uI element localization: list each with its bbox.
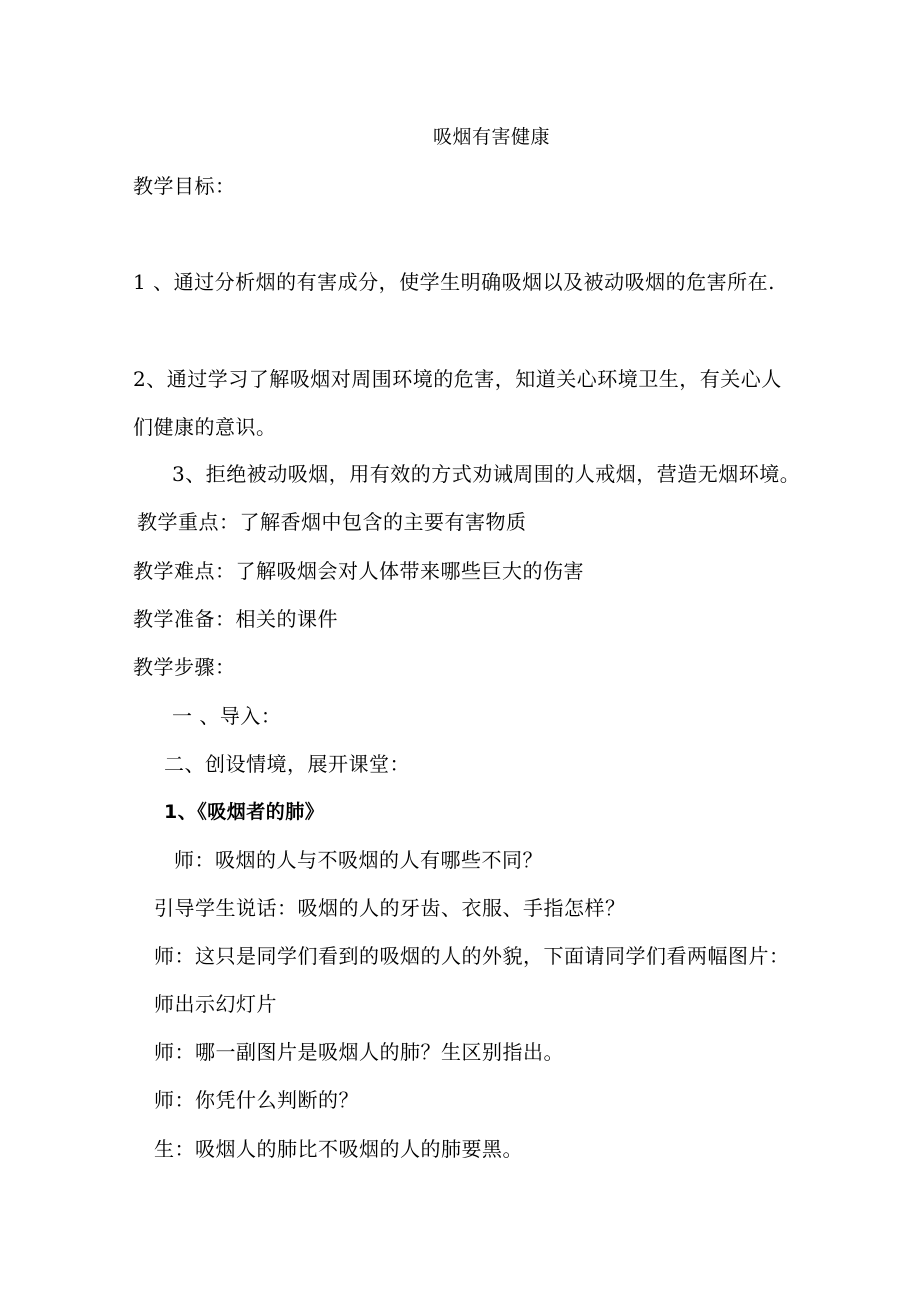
steps-heading: 教学步骤： <box>133 655 236 679</box>
objective-item-3: 3、拒绝被动吸烟，用有效的方式劝诫周围的人戒烟，营造无烟环境。 <box>172 462 801 486</box>
dialogue-line-2: 引导学生说话：吸烟的人的牙齿、衣服、手指怎样？ <box>154 896 626 920</box>
preparation: 教学准备：相关的课件 <box>133 607 338 631</box>
step-two: 二、创设情境，展开课堂： <box>164 752 410 776</box>
dialogue-line-3: 师：这只是同学们看到的吸烟的人的外貌，下面请同学们看两幅图片： <box>154 944 790 968</box>
key-point: 教学重点：了解香烟中包含的主要有害物质 <box>137 510 527 534</box>
dialogue-line-5: 师：哪一副图片是吸烟人的肺？生区别指出。 <box>154 1040 564 1064</box>
dialogue-line-4: 师出示幻灯片 <box>154 992 277 1016</box>
dialogue-line-1: 师：吸烟的人与不吸烟的人有哪些不同？ <box>174 848 543 872</box>
dialogue-line-7: 生：吸烟人的肺比不吸烟的人的肺要黑。 <box>154 1137 523 1161</box>
difficulty: 教学难点：了解吸烟会对人体带来哪些巨大的伤害 <box>133 559 584 583</box>
page-title: 吸烟有害健康 <box>433 126 551 148</box>
objective-item-2: 2、通过学习了解吸烟对周围环境的危害，知道关心环境卫生，有关心人 <box>133 367 782 391</box>
objective-item-2-continued: 们健康的意识。 <box>133 415 277 439</box>
step-one: 一 、导入： <box>172 704 282 728</box>
dialogue-line-6: 师：你凭什么判断的？ <box>154 1088 359 1112</box>
subsection-title: 1、《吸烟者的肺》 <box>164 801 325 823</box>
objectives-heading: 教学目标： <box>133 174 236 198</box>
objective-item-1: 1 、通过分析烟的有害成分，使学生明确吸烟以及被动吸烟的危害所在. <box>133 270 775 294</box>
